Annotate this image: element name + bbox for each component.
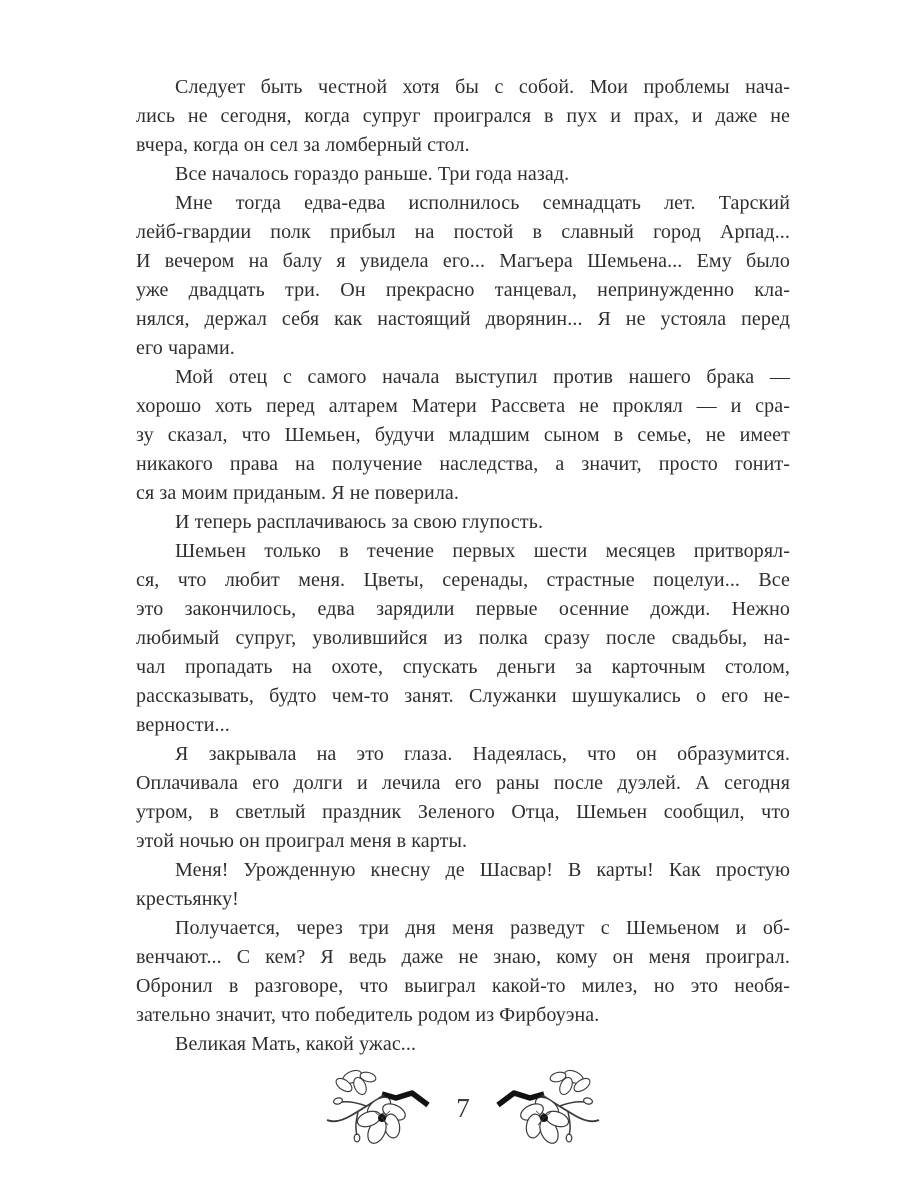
text-line: Великая Мать, какой ужас... [175, 1033, 417, 1055]
text-line: этой ночью он проиграл меня в карты. [136, 830, 468, 852]
page-number: 7 [456, 1092, 470, 1123]
text-line: это закончилось, едва зарядили первые осенние дожди. Нежно [136, 598, 790, 620]
text-line: Получается, через три дня меня разведут с Шемьеном и об- [175, 917, 790, 939]
text-line: ся за моим приданым. Я не поверила. [136, 482, 460, 504]
text-line: уже двадцать три. Он прекрасно танцевал, непринужденно кла- [136, 279, 790, 301]
text-line: верности... [136, 714, 230, 736]
text-line: И теперь расплачиваюсь за свою глупость. [175, 511, 544, 533]
text-line: зательно значит, что победитель родом из Фирбоуэна. [136, 1004, 600, 1026]
floral-branch-ornament-right-icon [496, 1065, 604, 1149]
text-line: Все началось гораздо раньше. Три года назад. [175, 163, 570, 185]
paragraph [136, 508, 790, 537]
text-line: хорошо хоть перед алтарем Матери Рассвета не проклял — и сра- [136, 395, 790, 417]
text-line: Меня! Урожденную кнесну де Шасвар! В карты! Как простую [175, 859, 790, 881]
text-line: Шемьен только в течение первых шести месяцев притворял- [175, 540, 790, 562]
text-line: вчера, когда он сел за ломберный стол. [136, 134, 470, 156]
paragraph [136, 160, 790, 189]
text-line: крестьянку! [136, 888, 239, 910]
body-text [136, 73, 790, 1059]
text-line: лейб-гвардии полк прибыл на постой в славный город Арпад... [136, 221, 790, 243]
paragraph [136, 914, 790, 1030]
text-line: Мой отец с самого начала выступил против нашего брака — [175, 366, 790, 388]
text-line: Я закрывала на это глаза. Надеялась, что он образумится. [175, 743, 790, 765]
text-line: любимый супруг, уволившийся из полка сразу после свадьбы, на- [136, 627, 790, 649]
text-line: Оплачивала его долги и лечила его раны после дуэлей. А сегодня [136, 772, 790, 794]
text-line: Мне тогда едва-едва исполнилось семнадцать лет. Тарский [175, 192, 790, 214]
paragraph [136, 740, 790, 856]
text-line: ся, что любит меня. Цветы, серенады, страстные поцелуи... Все [136, 569, 790, 591]
text-line: зу сказал, что Шемьен, будучи младшим сыном в семье, не имеет [136, 424, 790, 446]
text-line: его чарами. [136, 337, 235, 359]
text-line: нялся, держал себя как настоящий дворянин... Я не устояла перед [136, 308, 790, 330]
page-footer [136, 1064, 790, 1150]
paragraph [136, 537, 790, 740]
text-line: никакого права на получение наследства, а значит, просто гонит- [136, 453, 790, 475]
text-line: Следует быть честной хотя бы с собой. Мои проблемы нача- [175, 76, 790, 98]
text-line: чал пропадать на охоте, спускать деньги за карточным столом, [136, 656, 790, 678]
paragraph [136, 73, 790, 160]
text-line: венчают... С кем? Я ведь даже не знаю, кому он меня проиграл. [136, 946, 790, 968]
paragraph [136, 363, 790, 508]
text-line: утром, в светлый праздник Зеленого Отца, Шемьен сообщил, что [136, 801, 790, 823]
paragraph [136, 856, 790, 914]
floral-branch-ornament-left-icon [322, 1065, 430, 1149]
text-line: И вечером на балу я увидела его... Магъера Шемьена... Ему было [136, 250, 790, 272]
text-line: рассказывать, будто чем-то занят. Служанки шушукались о его не- [136, 685, 790, 707]
paragraph [136, 1030, 790, 1059]
text-line: лись не сегодня, когда супруг проигрался в пух и прах, и даже не [136, 105, 790, 127]
text-line: Обронил в разговоре, что выиграл какой-то милез, но это необя- [136, 975, 790, 997]
paragraph [136, 189, 790, 363]
